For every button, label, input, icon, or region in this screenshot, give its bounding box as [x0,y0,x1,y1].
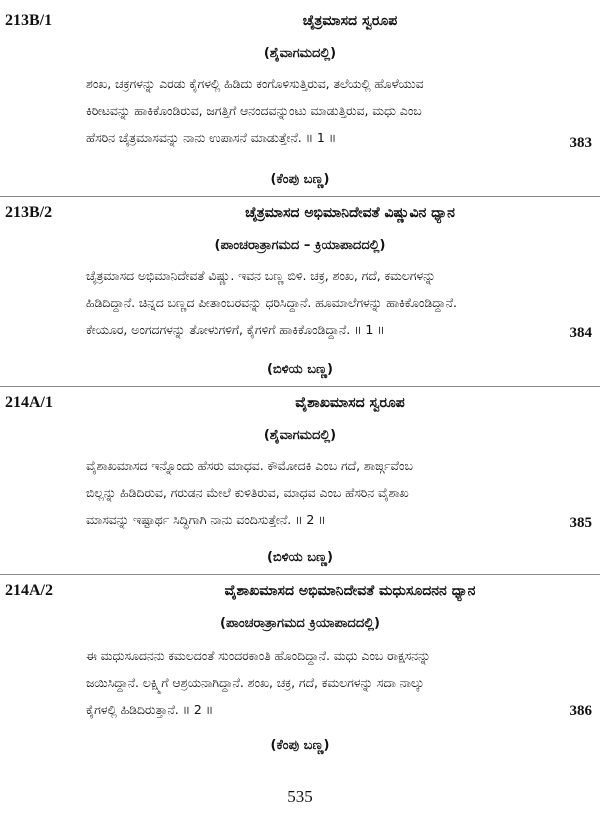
entry-heading [0,392,600,416]
entry-source: (ಶೈವಾಗಮದಲ್ಲಿ) [263,428,337,443]
entry-id: 214A/2 [5,582,53,599]
paragraph-line: ಮಾಸವನ್ನು ಇಷ್ಟಾರ್ಥ ಸಿದ್ಧಿಗಾಗಿ ನಾನು ವಂದಿಸುತ್ತೇನೆ. ॥ 2 ॥ [86,512,326,527]
verse-number: 383 [569,135,592,151]
verse-number: 384 [569,325,592,341]
paragraph-line: ಈ ಮಧುಸೂದನನು ಕಮಲದಂತೆ ಸುಂದರಕಾಂತಿ ಹೊಂದಿದ್ದಾನೆ. ಮಧು ಎಂಬ ರಾಕ್ಷಸನನ್ನು [86,648,431,663]
separator [0,574,600,575]
entry-paragraph [86,70,594,151]
entry-paragraph [86,642,594,723]
entry-source: (ಪಾಂಚರಾತ್ರಾಗಮದ ಕ್ರಿಯಾಪಾದದಲ್ಲಿ) [220,616,380,631]
entry-source: (ಪಾಂಚರಾತ್ರಾಗಮದ – ಕ್ರಿಯಾಪಾದದಲ್ಲಿ) [214,238,386,253]
entry-title: ಚೈತ್ರಮಾಸದ ಅಭಿಮಾನಿದೇವತೆ ವಿಷ್ಣುವಿನ ಧ್ಯಾನ [245,205,455,221]
entry-heading [0,580,600,604]
page-number: 535 [287,787,313,806]
paragraph-line: ಜಯಿಸಿದ್ದಾನೆ. ಲಕ್ಷ್ಮಿಗೆ ಆಶ್ರಯನಾಗಿದ್ದಾನೆ. ಶಂಖ, ಚಕ್ರ, ಗದೆ, ಕಮಲಗಳನ್ನು ಸದಾ ನಾಲ್ಕು [86,675,425,690]
entry-heading [0,10,600,34]
paragraph-line: ಚೈತ್ರಮಾಸದ ಅಭಿಮಾನಿದೇವತೆ ವಿಷ್ಣು. ಇವನ ಬಣ್ಣ ಬಿಳಿ. ಚಕ್ರ, ಶಂಖ, ಗದೆ, ಕಮಲಗಳನ್ನು [86,268,436,283]
entry-source: (ಶೈವಾಗಮದಲ್ಲಿ) [263,46,337,61]
entry-paragraph [86,262,594,343]
paragraph-line: ಶಂಖ, ಚಕ್ರಗಳನ್ನು ಎರಡು ಕೈಗಳಲ್ಲಿ ಹಿಡಿದು ಕಂಗೊಳಿಸುತ್ತಿರುವ, ತಲೆಯಲ್ಲಿ ಹೊಳೆಯುವ [86,76,424,91]
colour-note: (ಬಿಳಿಯ ಬಣ್ಣ) [266,362,333,377]
entry-paragraph [86,452,594,533]
verse-number: 386 [569,703,592,719]
separator [0,386,600,387]
entry-id: 213B/1 [5,12,53,29]
entry-title: ಚೈತ್ರಮಾಸದ ಸ್ವರೂಪ [302,13,398,29]
entry-title: ವೈಶಾಖಮಾಸದ ಸ್ವರೂಪ [295,395,405,411]
colour-note: (ಕೆಂಪು ಬಣ್ಣ) [270,738,330,753]
paragraph-line: ಕೇಯೂರ, ಅಂಗದಗಳನ್ನು ತೋಳುಗಳಿಗೆ, ಕೈಗಳಿಗೆ ಹಾಕಿಕೊಂಡಿದ್ದಾನೆ. ॥ 1 ॥ [86,322,385,337]
paragraph-line: ಕೈಗಳಲ್ಲಿ ಹಿಡಿದಿರುತ್ತಾನೆ. ॥ 2 ॥ [86,702,214,717]
paragraph-line: ಹಿಡಿದಿದ್ದಾನೆ. ಚಿನ್ನದ ಬಣ್ಣದ ಪೀತಾಂಬರವನ್ನು ಧರಿಸಿದ್ದಾನೆ. ಹೂಮಾಲೆಗಳನ್ನು ಹಾಕಿಕೊಂಡಿದ್ದಾನೆ. [86,295,457,310]
colour-note: (ಕೆಂಪು ಬಣ್ಣ) [270,172,330,187]
separator [0,196,600,197]
entry-id: 214A/1 [5,394,53,411]
paragraph-line: ಕಿರೀಟವನ್ನು ಹಾಕಿಕೊಂಡಿರುವ, ಜಗತ್ತಿಗೆ ಆನಂದವನ್ನುಂಟು ಮಾಡುತ್ತಿರುವ, ಮಧು ಎಂಬ [86,103,422,118]
verse-number: 385 [569,515,592,531]
paragraph-line: ಬಿಲ್ಲನ್ನು ಹಿಡಿದಿರುವ, ಗರುಡನ ಮೇಲೆ ಕುಳಿತಿರುವ, ಮಾಧವ ಎಂಬ ಹೆಸರಿನ ವೈಶಾಖ [86,485,409,500]
colour-note: (ಬಿಳಿಯ ಬಣ್ಣ) [266,550,333,565]
entry-heading [0,202,600,226]
paragraph-line: ಹೆಸರಿನ ಚೈತ್ರಮಾಸವನ್ನು ನಾನು ಉಪಾಸನೆ ಮಾಡುತ್ತೇನೆ. ॥ 1 ॥ [86,130,337,145]
paragraph-line: ವೈಶಾಖಮಾಸದ ಇನ್ನೊಂದು ಹೆಸರು ಮಾಧವ. ಕೌಮೋದಕಿ ಎಂಬ ಗದೆ, ಶಾರ್ಙ್ಗವೆಂಬ [86,458,413,473]
entry-title: ವೈಶಾಖಮಾಸದ ಅಭಿಮಾನಿದೇವತೆ ಮಧುಸೂದನನ ಧ್ಯಾನ [224,583,476,599]
entry-id: 213B/2 [5,204,53,221]
